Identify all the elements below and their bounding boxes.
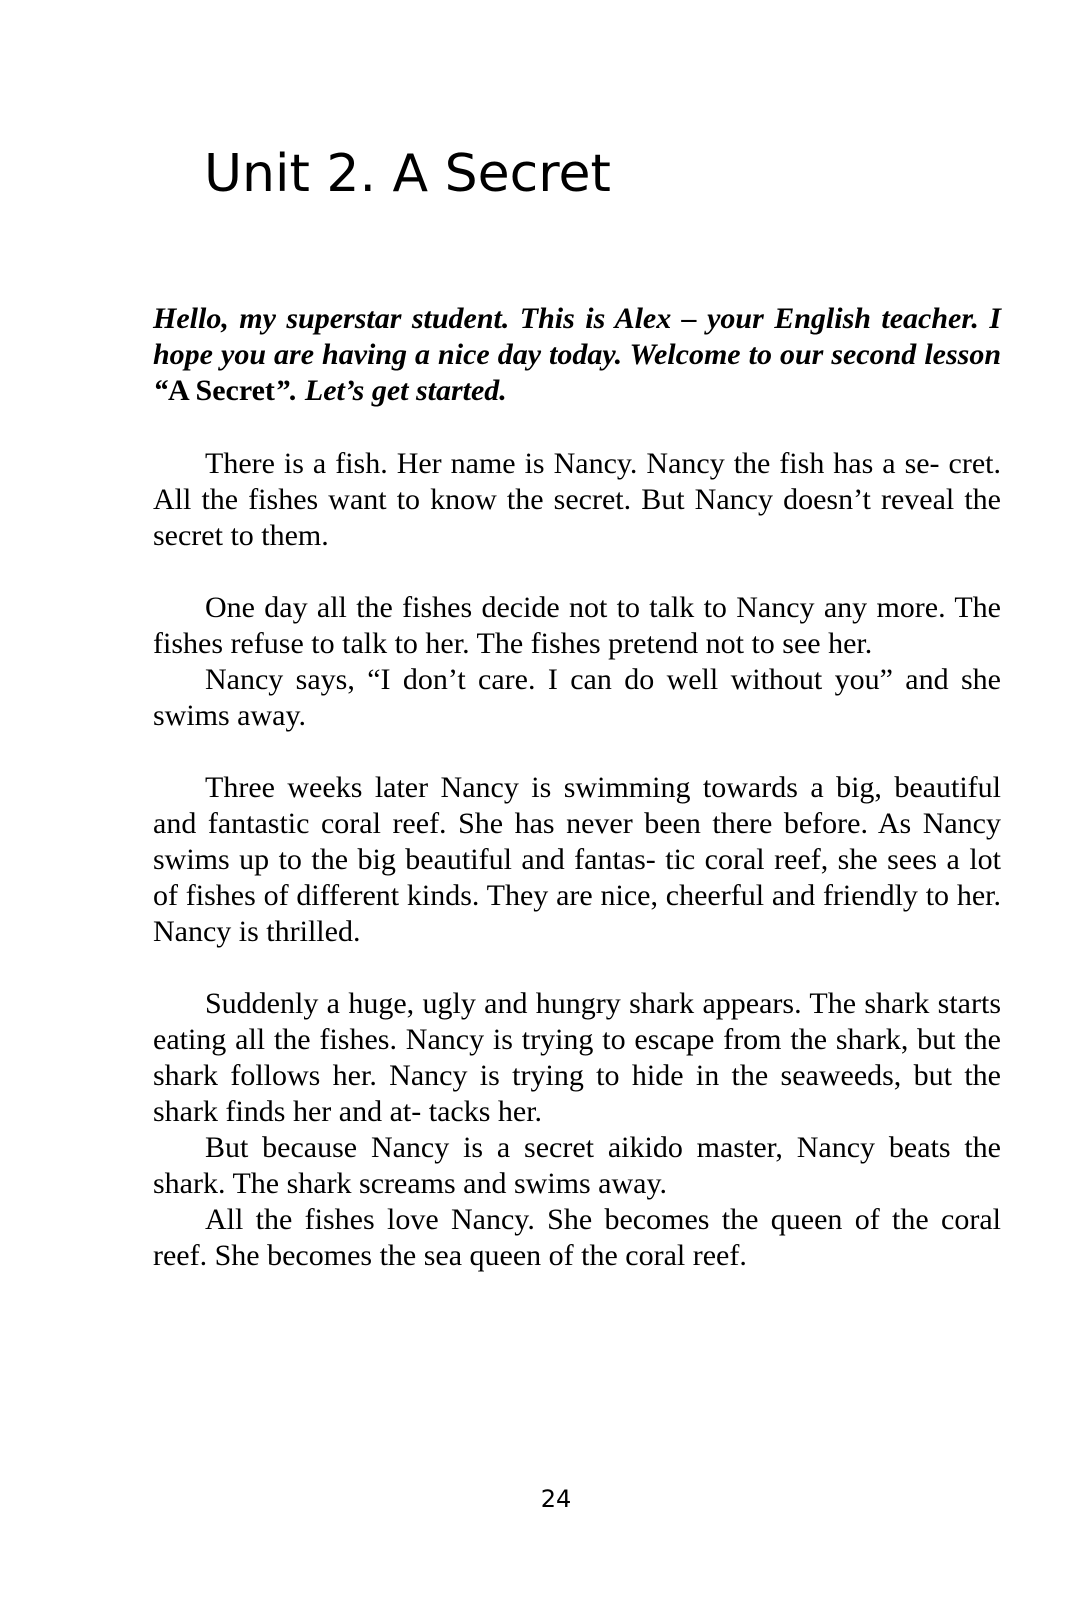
story-paragraph-7: All the fishes love Nancy. She becomes the queen of the coral reef. She becomes the sea queen of the coral reef. (153, 1203, 1001, 1272)
paragraph-gap (153, 950, 1001, 986)
story-paragraph-2: One day all the fishes decide not to talk to Nancy any more. The fishes refuse to talk to her. The fishes pretend not to see her. (153, 591, 1001, 660)
page-title: Unit 2. A Secret (204, 144, 611, 204)
paragraph-gap (153, 554, 1001, 590)
story-paragraph-4: Three weeks later Nancy is swimming towards a big, beautiful and fantastic coral reef. She has never been there before. As Nancy swims up to the big beautiful and fantas- tic coral reef, she sees a lot of fishes of different kinds. They are nice, cheerful and friendly to her. Nancy is thrilled. (153, 771, 1001, 948)
story-paragraph-6: But because Nancy is a secret aikido master, Nancy beats the shark. The shark screams and swims away. (153, 1131, 1001, 1200)
intro-text-start: Hello, my superstar student. This is Alex – your English teacher. I hope you are having a nice day today. Welcome to our second lesson “ (153, 302, 1001, 407)
intro-text-end: ”. Let’s get started. (274, 374, 507, 407)
story-paragraph-1: There is a fish. Her name is Nancy. Nancy the fish has a se- cret. All the fishes want to know the secret. But Nancy doesn’t reveal the secret to them. (153, 447, 1001, 552)
story-paragraph-5: Suddenly a huge, ugly and hungry shark appears. The shark starts eating all the fishes. Nancy is trying to escape from the shark, but the shark follows her. Nancy is trying to hide in the seaweeds, but the shark finds her and at- tacks her. (153, 987, 1001, 1128)
paragraph-gap (153, 734, 1001, 770)
story-text (153, 446, 1001, 1274)
story-paragraph-3: Nancy says, “I don’t care. I can do well without you” and she swims away. (153, 663, 1001, 732)
intro-lesson-name: A Secret (168, 374, 275, 407)
intro-paragraph (153, 301, 1001, 409)
page-number: 24 (540, 1485, 572, 1513)
